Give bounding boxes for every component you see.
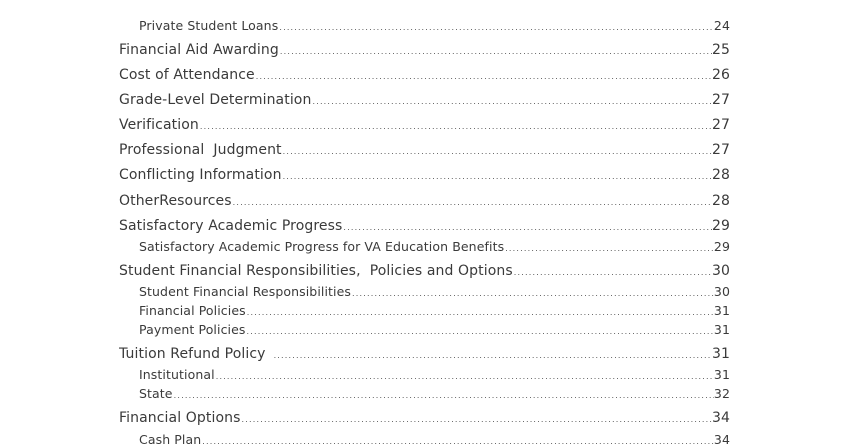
dot-leader xyxy=(342,223,712,232)
toc-entry-title: Financial Aid Awarding xyxy=(119,42,279,58)
toc-entry-private-student-loans xyxy=(139,18,730,33)
dot-leader xyxy=(201,437,714,446)
toc-entry-title: Conflicting Information xyxy=(119,167,282,183)
dot-leader xyxy=(246,327,714,336)
toc-entry-title: OtherResources xyxy=(119,193,232,209)
dot-leader xyxy=(199,122,712,131)
toc-entry-professional-judgment xyxy=(119,142,730,158)
toc-entry-page: 32 xyxy=(713,386,730,401)
toc-entry-page: 28 xyxy=(711,167,730,183)
toc-entry-student-financial-responsibilities xyxy=(139,284,730,299)
toc-entry-page: 29 xyxy=(713,239,730,254)
dot-leader xyxy=(255,72,712,81)
toc-entry-page: 30 xyxy=(711,263,730,279)
toc-entry-title: Verification xyxy=(119,117,199,133)
toc-entry-title: Cost of Attendance xyxy=(119,67,255,83)
toc-entry-title: Financial Policies xyxy=(139,303,246,318)
toc-entry-institutional xyxy=(139,367,730,382)
toc-entry-title: Professional Judgment xyxy=(119,142,282,158)
toc-entry-page: 31 xyxy=(713,303,730,318)
toc-entry-other-resources xyxy=(119,193,730,209)
toc-entry-cash-plan xyxy=(139,432,730,447)
dot-leader xyxy=(173,391,714,400)
toc-entry-page: 24 xyxy=(713,18,730,33)
dot-leader xyxy=(266,351,712,360)
toc-entry-state xyxy=(139,386,730,401)
toc-entry-page: 34 xyxy=(713,432,730,447)
toc-entry-page: 27 xyxy=(711,92,730,108)
toc-entry-student-financial-responsibilities-policies-options xyxy=(119,263,730,279)
toc-entry-page: 29 xyxy=(711,218,730,234)
toc-entry-conflicting-information xyxy=(119,167,730,183)
toc-entry-title: Student Financial Responsibilities, Policies and Options xyxy=(119,263,513,279)
toc-entry-financial-aid-awarding xyxy=(119,42,730,58)
dot-leader xyxy=(311,97,712,106)
toc-entry-page: 28 xyxy=(711,193,730,209)
dot-leader xyxy=(232,198,712,207)
toc-entry-page: 25 xyxy=(711,42,730,58)
dot-leader xyxy=(240,415,712,424)
toc-entry-title: Institutional xyxy=(139,367,215,382)
toc-entry-title: Private Student Loans xyxy=(139,18,279,33)
toc-entry-title: Satisfactory Academic Progress for VA Education Benefits xyxy=(139,239,505,254)
toc-entry-page: 30 xyxy=(713,284,730,299)
dot-leader xyxy=(504,244,714,253)
toc-entry-satisfactory-academic-progress xyxy=(119,218,730,234)
dot-leader xyxy=(278,23,714,32)
dot-leader xyxy=(279,47,712,56)
toc-entry-page: 34 xyxy=(711,410,730,426)
toc-entry-title: Tuition Refund Policy xyxy=(119,346,266,362)
dot-leader xyxy=(282,172,712,181)
toc-entry-title: State xyxy=(139,386,173,401)
toc-entry-title: Student Financial Responsibilities xyxy=(139,284,352,299)
toc-entry-title: Cash Plan xyxy=(139,432,202,447)
toc-entry-page: 27 xyxy=(711,142,730,158)
toc-entry-page: 27 xyxy=(711,117,730,133)
toc-entry-page: 31 xyxy=(713,322,730,337)
dot-leader xyxy=(513,268,712,277)
toc-entry-sap-va-benefits xyxy=(139,239,730,254)
toc-entry-payment-policies xyxy=(139,322,730,337)
toc-entry-tuition-refund-policy xyxy=(119,346,730,362)
toc-entry-title: Payment Policies xyxy=(139,322,246,337)
dot-leader xyxy=(246,308,714,317)
toc-entry-title: Satisfactory Academic Progress xyxy=(119,218,343,234)
toc-entry-financial-policies xyxy=(139,303,730,318)
dot-leader xyxy=(351,289,714,298)
toc-entry-title: Financial Options xyxy=(119,410,241,426)
toc-entry-financial-options xyxy=(119,410,730,426)
toc-entry-page: 31 xyxy=(711,346,730,362)
toc-entry-page: 26 xyxy=(711,67,730,83)
dot-leader xyxy=(282,147,712,156)
toc-entry-cost-of-attendance xyxy=(119,67,730,83)
toc-entry-page: 31 xyxy=(713,367,730,382)
toc-entry-verification xyxy=(119,117,730,133)
dot-leader xyxy=(215,372,714,381)
toc-entry-grade-level-determination xyxy=(119,92,730,108)
toc-entry-title: Grade-Level Determination xyxy=(119,92,312,108)
